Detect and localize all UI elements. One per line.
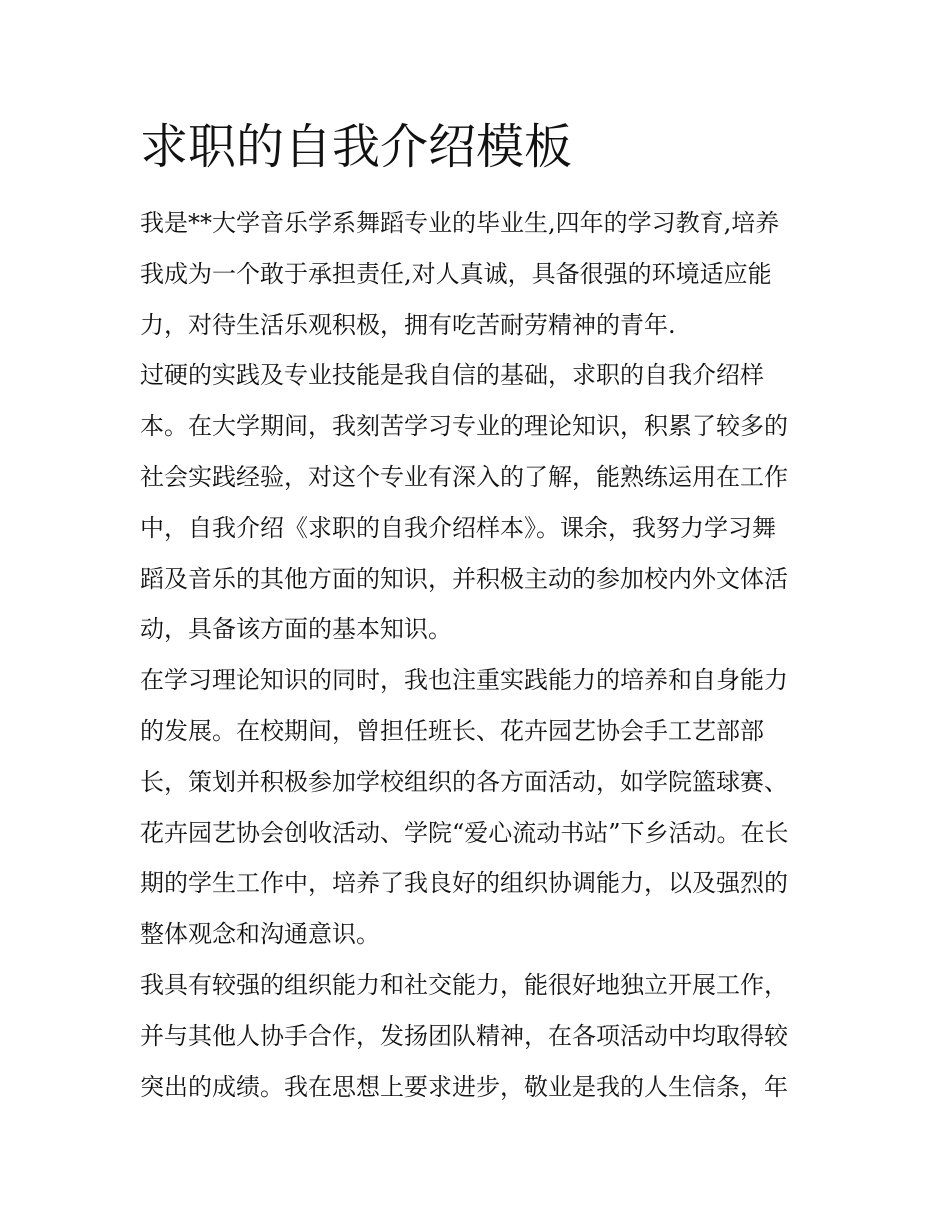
text-line: 过硬的实践及专业技能是我自信的基础，求职的自我介绍样	[140, 361, 764, 390]
text-line: 在学习理论知识的同时，我也注重实践能力的培养和自身能力	[140, 666, 788, 695]
text-line: 花卉园艺协会创收活动、学院“爱心流动书站”下乡活动。在长	[140, 818, 789, 847]
text-line: 本。在大学期间，我刻苦学习专业的理论知识，积累了较多的	[140, 412, 788, 441]
text-line: 长，策划并积极参加学校组织的各方面活动，如学院篮球赛、	[140, 767, 788, 796]
text-line: 期的学生工作中，培养了我良好的组织协调能力，以及强烈的	[140, 869, 788, 898]
text-line: 整体观念和沟通意识。	[140, 920, 380, 949]
text-line: 动，具备该方面的基本知识。	[140, 615, 452, 644]
text-line: 力，对待生活乐观积极，拥有吃苦耐劳精神的青年.	[140, 310, 676, 339]
text-line: 蹈及音乐的其他方面的知识，并积极主动的参加校内外文体活	[140, 564, 788, 593]
text-line: 社会实践经验，对这个专业有深入的了解，能熟练运用在工作	[140, 462, 788, 491]
document-body	[140, 198, 812, 1112]
document-title: 求职的自我介绍模板	[140, 119, 573, 175]
text-line: 突出的成绩。我在思想上要求进步，敬业是我的人生信条，年	[140, 1072, 788, 1101]
text-line: 的发展。在校期间，曾担任班长、花卉园艺协会手工艺部部	[140, 716, 764, 745]
text-line: 我是**大学音乐学系舞蹈专业的毕业生,四年的学习教育,培养	[140, 209, 780, 237]
text-line: 并与其他人协手合作，发扬团队精神，在各项活动中均取得较	[140, 1021, 788, 1050]
text-line: 中，自我介绍《求职的自我介绍样本》。课余，我努力学习舞	[140, 513, 776, 542]
text-line: 我具有较强的组织能力和社交能力，能很好地独立开展工作，	[140, 970, 788, 999]
text-line: 我成为一个敢于承担责任,对人真诚，具备很强的环境适应能	[140, 259, 772, 288]
